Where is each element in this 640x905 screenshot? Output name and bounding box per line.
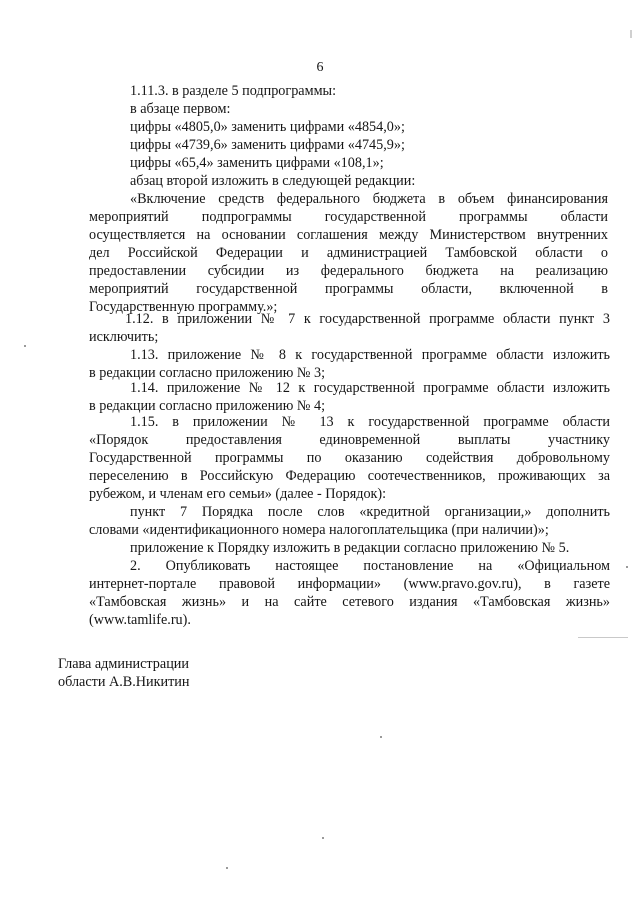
text-line: 1.15. в приложении № 13 к государственной программе области xyxy=(130,414,610,430)
scan-artifact xyxy=(626,566,628,568)
text-line: «Тамбовская жизнь» и на сайте сетевого издания «Тамбовская жизнь» xyxy=(89,594,610,610)
text-line: в редакции согласно приложению № 3; xyxy=(89,365,326,381)
scan-artifact xyxy=(226,867,228,869)
text-line: 1.12. в приложении № 7 к государственной программе области пункт 3 xyxy=(125,311,610,327)
text-line: рубежом, и членам его семьи» (далее - Порядок): xyxy=(89,486,387,502)
text-line: абзац второй изложить в следующей редакции: xyxy=(130,173,416,189)
signature-title: Глава администрации xyxy=(58,656,189,672)
text-line: словами «идентификационного номера налогоплательщика (при наличии)»; xyxy=(89,522,549,538)
text-line: цифры «4739,6» заменить цифрами «4745,9»; xyxy=(130,137,405,153)
text-line: 1.13. приложение № 8 к государственной программе области изложить xyxy=(130,347,610,363)
text-line: в редакции согласно приложению № 4; xyxy=(89,398,326,414)
scan-artifact xyxy=(380,736,382,738)
scan-artifact xyxy=(24,345,26,347)
text-line: дел Российской Федерации и администрацией Тамбовской области о xyxy=(89,245,608,261)
text-line: 1.14. приложение № 12 к государственной программе области изложить xyxy=(130,380,610,396)
text-line: мероприятий государственной программы области, включенной в xyxy=(89,281,608,297)
text-line: «Порядок предоставления единовременной выплаты участнику xyxy=(89,432,610,448)
text-line: цифры «4805,0» заменить цифрами «4854,0»; xyxy=(130,119,405,135)
text-line: предоставлении субсидии из федерального бюджета на реализацию xyxy=(89,263,608,279)
text-line: пункт 7 Порядка после слов «кредитной организации,» дополнить xyxy=(130,504,610,520)
text-line: приложение к Порядку изложить в редакции согласно приложению № 5. xyxy=(130,540,570,556)
text-line: в абзаце первом: xyxy=(130,101,231,117)
text-line: Государственную программу.»; xyxy=(89,299,278,315)
scan-artifact xyxy=(322,837,324,839)
text-line: 2. Опубликовать настоящее постановление на «Официальном xyxy=(130,558,610,574)
text-line: переселению в Российскую Федерацию соотечественников, проживающих за xyxy=(89,468,610,484)
scan-artifact xyxy=(578,637,628,638)
text-line: интернет-портале правовой информации» (www.pravo.gov.ru), в газете xyxy=(89,576,610,592)
text-line: исключить; xyxy=(89,329,159,345)
text-line: «Включение средств федерального бюджета в объем финансирования xyxy=(130,191,608,207)
text-line: осуществляется на основании соглашения между Министерством внутренних xyxy=(89,227,608,243)
page-number: 6 xyxy=(316,60,324,75)
text-line: (www.tamlife.ru). xyxy=(89,612,191,628)
scan-artifact xyxy=(630,30,632,38)
text-line: цифры «65,4» заменить цифрами «108,1»; xyxy=(130,155,384,171)
text-line: мероприятий подпрограммы государственной программы области xyxy=(89,209,608,225)
text-line: Государственной программы по оказанию содействия добровольному xyxy=(89,450,610,466)
signature-name: области А.В.Никитин xyxy=(58,674,190,690)
text-line: 1.11.3. в разделе 5 подпрограммы: xyxy=(130,83,337,99)
